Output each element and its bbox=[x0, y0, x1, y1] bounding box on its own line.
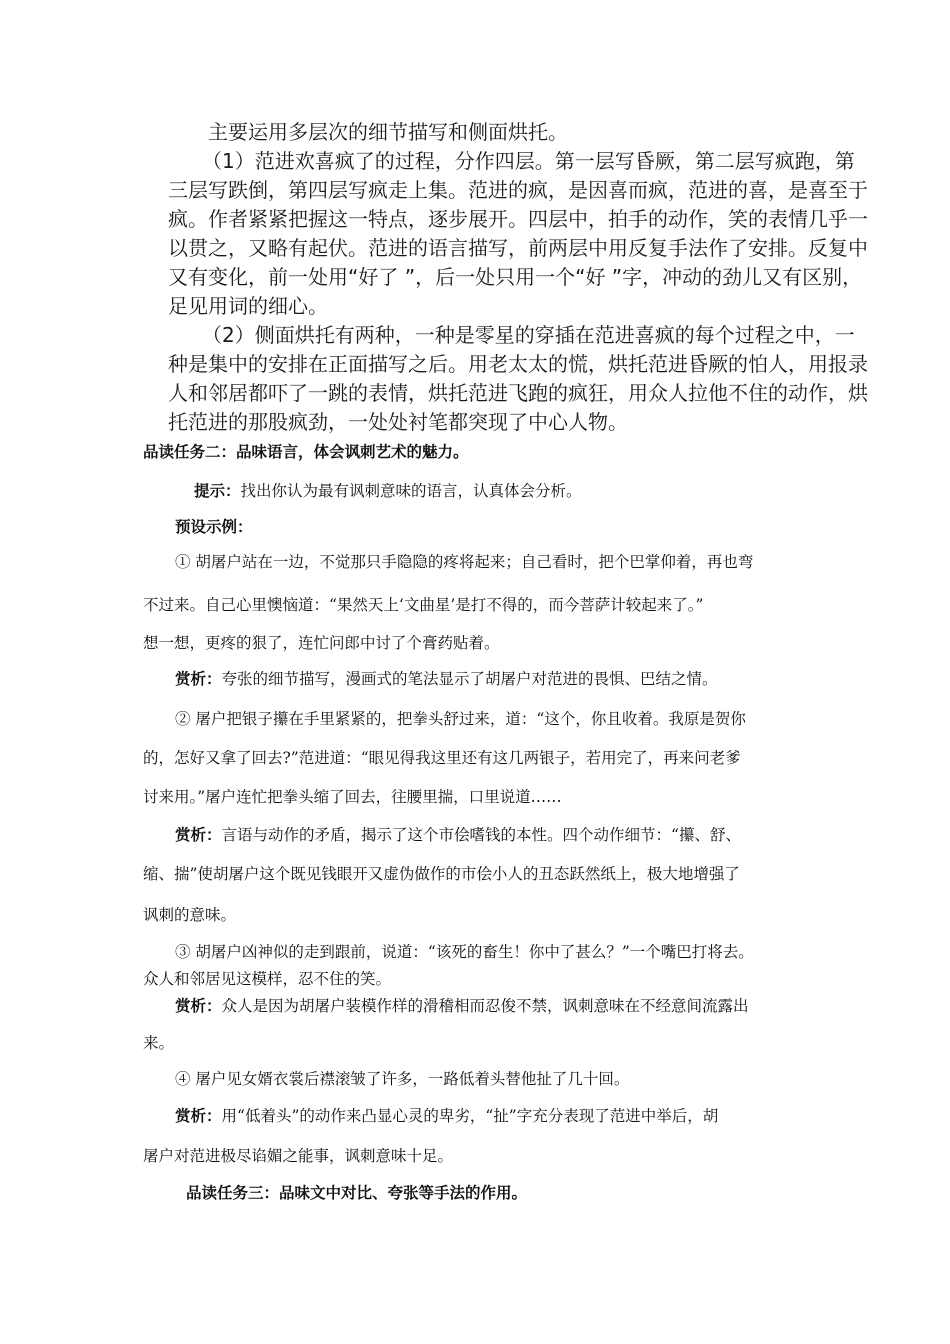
analysis-4-line: 屠户对范进极尽谄媚之能事，讽刺意味十足。 bbox=[143, 1147, 454, 1165]
analysis-label: 赏析： bbox=[175, 825, 222, 844]
example-label: 预设示例： bbox=[175, 517, 253, 536]
scan-line: 以贯之，又略有起伏。范进的语言描写，前两层中用反复手法作了安排。反复中 bbox=[168, 236, 868, 260]
scan-line: 足见用词的细心。 bbox=[168, 294, 328, 318]
example-2-line: ② 屠户把银子攥在手里紧紧的，把拳头舒过来，道：“这个，你且收着。我原是贺你 bbox=[175, 710, 746, 728]
analysis-text: 众人是因为胡屠户装模作样的滑稽相而忍俊不禁，讽刺意味在不经意间流露出 bbox=[221, 997, 749, 1015]
hint-line bbox=[194, 479, 582, 501]
scan-line: 又有变化，前一处用“好了 ”，后一处只用一个“好 ”字，冲动的劲儿又有区别， bbox=[168, 265, 863, 289]
task2-heading: 品读任务二：品味语言，体会讽刺艺术的魅力。 bbox=[143, 442, 469, 461]
example-1-line: 不过来。自己心里懊恼道：“果然天上‘文曲星’是打不得的，而今菩萨计较起来了。” bbox=[143, 596, 704, 614]
scan-line: 种是集中的安排在正面描写之后。用老太太的慌，烘托范进昏厥的怕人，用报录 bbox=[168, 352, 868, 376]
analysis-text: 言语与动作的矛盾，揭示了这个市侩嗜钱的本性。四个动作细节：“攥、舒、 bbox=[221, 826, 741, 844]
analysis-2-line: 缩、揣”使胡屠户这个既见钱眼开又虚伪做作的市侩小人的丑态跃然纸上，极大地增强了 bbox=[143, 865, 740, 883]
scan-line: 托范进的那股疯劲，一处处衬笔都突现了中心人物。 bbox=[168, 410, 628, 434]
scan-line: 主要运用多层次的细节描写和侧面烘托。 bbox=[208, 120, 568, 144]
scanned-text-block bbox=[168, 118, 868, 443]
example-4-line: ④ 屠户见女婿衣裳后襟滚皱了许多，一路低着头替他扯了几十回。 bbox=[175, 1070, 630, 1088]
analysis-4 bbox=[175, 1104, 718, 1126]
analysis-label: 赏析： bbox=[175, 1106, 222, 1125]
hint-label: 提示： bbox=[194, 481, 241, 500]
scan-line: （2）侧面烘托有两种，一种是零星的穿插在范进喜疯的每个过程之中，一 bbox=[202, 323, 855, 347]
analysis-3-line: 来。 bbox=[143, 1034, 175, 1052]
scan-line: （1）范进欢喜疯了的过程，分作四层。第一层写昏厥，第二层写疯跑，第 bbox=[202, 149, 855, 173]
analysis-2 bbox=[175, 823, 741, 845]
scan-line: 三层写跌倒，第四层写疯走上集。范进的疯，是因喜而疯，范进的喜，是喜至于 bbox=[168, 178, 868, 202]
hint-text: 找出你认为最有讽刺意味的语言，认真体会分析。 bbox=[240, 482, 582, 500]
example-3-line: ③ 胡屠户凶神似的走到跟前，说道：“该死的畜生！你中了甚么？”一个嘴巴打将去。 bbox=[175, 943, 754, 961]
analysis-3 bbox=[175, 994, 749, 1016]
example-1-line: ① 胡屠户站在一边，不觉那只手隐隐的疼将起来；自己看时，把个巴掌仰着，再也弯 bbox=[175, 553, 754, 571]
scan-line: 人和邻居都吓了一跳的表情，烘托范进飞跑的疯狂，用众人拉他不住的动作，烘 bbox=[168, 381, 868, 405]
analysis-label: 赏析： bbox=[175, 669, 222, 688]
example-2-line: 讨来用。”屠户连忙把拳头缩了回去，往腰里揣，口里说道…… bbox=[143, 788, 562, 806]
analysis-label: 赏析： bbox=[175, 996, 222, 1015]
analysis-1 bbox=[175, 667, 718, 689]
analysis-text: 夸张的细节描写，漫画式的笔法显示了胡屠户对范进的畏惧、巴结之情。 bbox=[221, 670, 718, 688]
analysis-2-line: 讽刺的意味。 bbox=[143, 906, 237, 924]
scan-line: 疯。作者紧紧把握这一特点，逐步展开。四层中，拍手的动作，笑的表情几乎一 bbox=[168, 207, 868, 231]
example-1-line: 想一想，更疼的狠了，连忙问郎中讨了个膏药贴着。 bbox=[143, 634, 500, 652]
analysis-text: 用“低着头”的动作来凸显心灵的卑劣，“扯”字充分表现了范进中举后，胡 bbox=[221, 1107, 719, 1125]
task3-heading: 品读任务三：品味文中对比、夸张等手法的作用。 bbox=[186, 1183, 528, 1202]
example-2-line: 的，怎好又拿了回去?”范进道：“眼见得我这里还有这几两银子，若用完了，再来问老爹 bbox=[143, 749, 741, 767]
example-3-line: 众人和邻居见这模样，忍不住的笑。 bbox=[143, 970, 392, 988]
